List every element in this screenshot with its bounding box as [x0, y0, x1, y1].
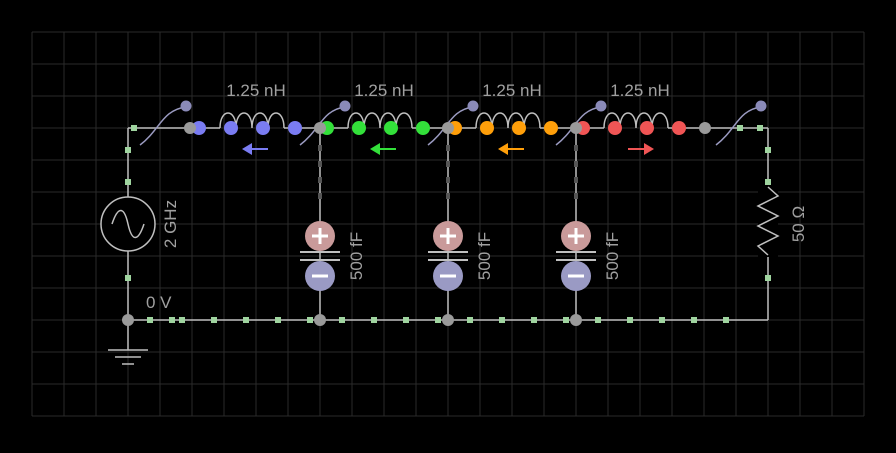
current-marker: [574, 145, 578, 151]
inductor-2-label: 1.25 nH: [354, 81, 414, 100]
inductor-1-label: 1.25 nH: [226, 81, 286, 100]
charge-dot: [512, 121, 526, 135]
current-marker: [147, 317, 153, 323]
capacitor-2-label: 500 fF: [475, 231, 494, 281]
charge-dot: [672, 121, 686, 135]
current-marker: [307, 317, 313, 323]
current-marker: [125, 179, 131, 185]
current-marker: [691, 317, 697, 323]
ground-voltage-label: 0 V: [146, 293, 172, 312]
resistor[interactable]: [758, 185, 778, 257]
current-marker: [757, 125, 763, 131]
resistor-label: 50 Ω: [789, 205, 808, 243]
current-marker: [125, 147, 131, 153]
circuit-node[interactable]: [314, 122, 326, 134]
circuit-node[interactable]: [570, 314, 582, 326]
current-marker: [339, 317, 345, 323]
circuit-node[interactable]: [570, 122, 582, 134]
current-marker: [467, 317, 473, 323]
circuit-node[interactable]: [184, 122, 196, 134]
charge-dot: [416, 121, 430, 135]
inductor-3-label: 1.25 nH: [482, 81, 542, 100]
charge-dot: [544, 121, 558, 135]
ac-source[interactable]: [101, 197, 155, 251]
current-marker: [446, 177, 450, 183]
charge-dot: [288, 121, 302, 135]
capacitor-3-label: 500 fF: [603, 231, 622, 281]
charge-dot: [480, 121, 494, 135]
current-marker: [318, 145, 322, 151]
charge-dot: [640, 121, 654, 135]
inductor-4-label: 1.25 nH: [610, 81, 670, 100]
current-marker: [737, 125, 743, 131]
current-marker: [446, 145, 450, 151]
current-marker: [211, 317, 217, 323]
current-marker: [435, 317, 441, 323]
current-marker: [765, 147, 771, 153]
current-marker: [627, 317, 633, 323]
circuit-node[interactable]: [122, 314, 134, 326]
current-marker: [765, 179, 771, 185]
current-marker: [765, 275, 771, 281]
current-marker: [179, 317, 185, 323]
current-marker: [563, 317, 569, 323]
current-marker: [659, 317, 665, 323]
current-marker: [169, 317, 175, 323]
charge-dot: [256, 121, 270, 135]
current-marker: [574, 193, 578, 199]
current-marker: [371, 317, 377, 323]
current-marker: [499, 317, 505, 323]
current-marker: [318, 177, 322, 183]
charge-dot: [224, 121, 238, 135]
circuit-node[interactable]: [314, 314, 326, 326]
current-marker: [531, 317, 537, 323]
current-marker: [243, 317, 249, 323]
current-marker: [574, 161, 578, 167]
charge-dot: [608, 121, 622, 135]
current-marker: [446, 193, 450, 199]
current-marker: [275, 317, 281, 323]
current-marker: [446, 161, 450, 167]
charge-dot: [384, 121, 398, 135]
circuit-node[interactable]: [442, 314, 454, 326]
circuit-node[interactable]: [699, 122, 711, 134]
current-marker: [403, 317, 409, 323]
current-marker: [574, 177, 578, 183]
current-marker: [318, 193, 322, 199]
current-marker: [125, 275, 131, 281]
current-marker: [131, 125, 137, 131]
capacitor-1-label: 500 fF: [347, 231, 366, 281]
charge-dot: [352, 121, 366, 135]
circuit-node[interactable]: [442, 122, 454, 134]
current-marker: [723, 317, 729, 323]
current-marker: [318, 161, 322, 167]
source-frequency-label: 2 GHz: [161, 199, 180, 249]
current-marker: [595, 317, 601, 323]
